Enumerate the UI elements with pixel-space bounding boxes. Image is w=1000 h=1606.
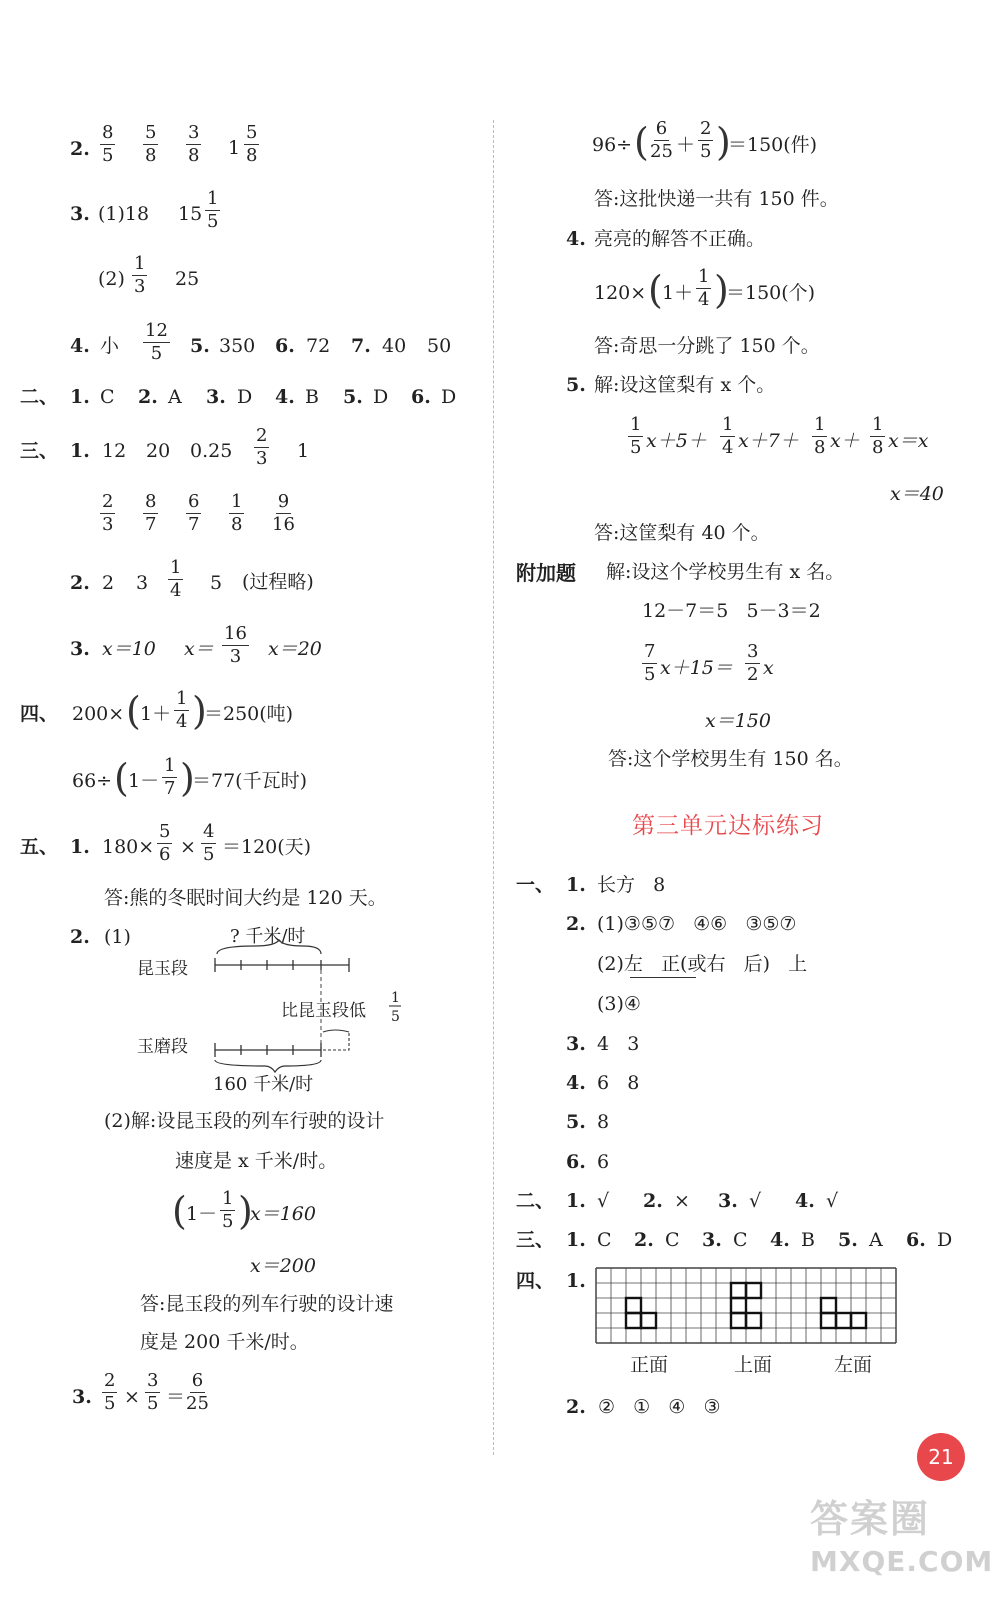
answer-text: 小 [100,335,120,357]
answer-text: 长方 8 [597,874,666,896]
top-view-cell [731,1298,746,1313]
paren: ) [192,689,207,733]
answer-sentence: 度是 200 千米/时。 [140,1331,309,1353]
equation-text: 200× [72,703,125,725]
watermark [810,1488,993,1578]
fraction: $\frac{1}{5}$ [207,188,219,232]
answer-text: ② ① ④ ③ [598,1396,721,1418]
answer-text: 6 8 [597,1072,640,1094]
answer-text: 8 [597,1111,610,1133]
paren: ) [238,1189,253,1233]
fraction: $\frac{7}{5}$ [644,641,656,685]
fraction: $\frac{1}{4}$ [170,557,182,601]
answer-text: 20 [146,440,171,462]
question-number: 3. [566,1033,586,1055]
answer-text: x＝20 [268,638,322,660]
paren: ( [648,268,663,312]
fraction: $\frac{3}{2}$ [747,641,759,685]
answer-sentence: 解:设这筐梨有 x 个。 [594,374,776,396]
equation-text: x＋ [830,430,860,452]
answer-text: x＝10 [102,638,156,660]
question-number: 2. [70,572,90,594]
answer-text: 350 [219,335,256,357]
question-number: 6. [411,386,431,408]
top-view-cell [746,1313,761,1328]
question-number: 4. [566,1072,586,1094]
answer-text: 4 3 [597,1033,640,1055]
answer-sentence: 答:昆玉段的列车行驶的设计速 [140,1293,394,1315]
answer-text: D [441,386,457,408]
question-number: 4. [275,386,295,408]
answer-sentence: 亮亮的解答不正确。 [594,228,766,250]
fraction: $\frac{2}{5}$ [104,1370,116,1414]
view-grid [595,1267,897,1349]
fraction: $\frac{1}{7}$ [164,755,176,799]
left-view-cell [821,1313,836,1328]
fraction: $\frac{9}{16}$ [272,491,295,535]
watermark-en: MXQE.COM [810,1545,994,1578]
equation-text: ＝150(件) [728,134,818,156]
equation-text: ＋ [676,134,696,156]
equation-text: × [180,836,196,858]
front-view-cell [626,1313,641,1328]
equation-text: 1＋ [140,703,172,725]
fraction: $\frac{8}{7}$ [145,491,157,535]
top-view-cell [746,1283,761,1298]
equation-text: x＋15＝ [660,657,733,679]
unit-title: 第三单元达标练习 [632,813,824,839]
fraction: $\frac{6}{7}$ [188,491,200,535]
question-number: 5. [566,1111,586,1133]
paren: ( [126,689,141,733]
answer-sentence: (2)解:设昆玉段的列车行驶的设计 [104,1110,385,1132]
equation-text: x [763,657,774,679]
question-number: 1. [566,874,586,896]
answer-text: 15 [178,203,203,225]
answer-text: 3 [136,572,149,594]
fraction: $\frac{4}{5}$ [203,821,215,865]
question-number: 2. [138,386,158,408]
question-number: 2. [566,913,586,935]
answer-text: (2) [98,268,125,290]
question-number: 1. [70,836,90,858]
fraction: $\frac{1}{8}$ [872,414,884,458]
equation-text: 66÷ [72,770,113,792]
question-number: 7. [351,335,371,357]
equation-text: 1－ [128,770,160,792]
equation-text: x＝160 [250,1203,316,1225]
answer-text: x＝ [184,638,214,660]
answer-text: (2)左 正(或右 后) 上 [597,953,808,975]
paren: ( [172,1189,187,1233]
section-label: 四、 [516,1270,555,1292]
fraction: $\frac{3}{5}$ [147,1370,159,1414]
answer-sentence: 答:这筐梨有 40 个。 [594,522,770,544]
fraction: $\frac{3}{8}$ [188,122,200,166]
answer-sentence: 答:熊的冬眠时间大约是 120 天。 [104,887,387,909]
fraction: $\frac{16}{3}$ [224,623,247,667]
answer-text: 40 [382,335,407,357]
answer-text: B [305,386,319,408]
watermark-cn: 答案圈 [810,1497,931,1541]
equation-text: x＋7＋ [738,430,799,452]
equation-text: ＝120(天) [222,836,312,858]
answer-text: √ [749,1190,762,1212]
equation-text: x＝x [888,430,929,452]
question-number: 3. [206,386,226,408]
equation-text: 1－ [186,1203,218,1225]
answer-text: 5 [210,572,223,594]
brace [215,1060,321,1072]
equation-text: 1＋ [662,282,694,304]
answer-text: D [237,386,253,408]
question-number: 1. [566,1229,586,1251]
answer-text: 12 [102,440,127,462]
paren: ) [714,268,729,312]
question-number: 1. [70,386,90,408]
diagram-bottom-label: 160 千米/时 [213,1074,314,1095]
question-number: 5. [566,374,586,396]
fraction: $\frac{1}{3}$ [134,253,146,297]
equation-text: x＝150 [705,710,771,732]
question-number: 2. [643,1190,663,1212]
question-number: 3. [72,1386,92,1408]
equation-text: × [124,1386,140,1408]
fraction: $\frac{8}{5}$ [102,122,114,166]
question-number: 2. [566,1396,586,1418]
left-view-cell [836,1313,851,1328]
question-number: 5. [838,1229,858,1251]
question-number: 6. [906,1229,926,1251]
missing-segment [323,1032,349,1050]
question-number: 5. [343,386,363,408]
answer-text: √ [826,1190,839,1212]
question-number: 2. [70,926,90,948]
equation-text: ＝ [166,1386,186,1408]
question-number: 1. [70,440,90,462]
top-view-cell [731,1283,746,1298]
fraction: $\frac{5}{8}$ [145,122,157,166]
bonus-label: 附加题 [516,561,576,585]
compare-frac-num: 1 [391,990,400,1006]
paren: ( [634,120,649,164]
fraction: $\frac{1}{8}$ [231,491,243,535]
answer-text: 50 [427,335,452,357]
answer-text: C [100,386,115,408]
column-divider [493,120,494,1455]
small-brace [323,1030,349,1032]
question-number: 1. [566,1270,586,1292]
equation-text: x＋5＋ [646,430,707,452]
fraction: $\frac{6}{25}$ [650,118,673,162]
answer-sentence: 答:这批快递一共有 150 件。 [594,188,839,210]
answer-text: D [373,386,389,408]
underline [630,977,696,978]
mixed-whole: 1 [228,137,241,159]
segment-diagram [135,920,475,1095]
answer-text: C [597,1229,612,1251]
view-label: 正面 [630,1354,669,1376]
question-number: 4. [566,228,586,250]
equation-text: 96÷ [592,134,633,156]
section-label: 三、 [516,1229,555,1251]
equation-text: x＝200 [250,1255,316,1277]
label-yumo: 玉磨段 [137,1037,188,1057]
equation-text: x＝40 [890,483,944,505]
answer-text: (1) [104,926,131,948]
fraction: $\frac{2}{5}$ [700,118,712,162]
fraction: $\frac{1}{4}$ [176,688,188,732]
answer-text: A [869,1229,883,1251]
answer-sentence: 速度是 x 千米/时。 [175,1150,338,1172]
section-label: 三、 [20,440,59,462]
question-number: 3. [70,638,90,660]
section-label: 五、 [20,836,59,858]
question-number: 3. [718,1190,738,1212]
answer-text: (3)④ [597,993,641,1015]
question-number: 6. [275,335,295,357]
question-number: 4. [770,1229,790,1251]
front-view-cell [626,1298,641,1313]
answer-text: C [733,1229,748,1251]
question-number: 3. [70,203,90,225]
equation-text: 120× [594,282,647,304]
fraction: $\frac{2}{3}$ [256,425,268,469]
compare-frac-den: 5 [391,1009,400,1025]
paren: ( [114,756,129,800]
left-view-cell [821,1298,836,1313]
question-number: 1. [566,1190,586,1212]
fraction: $\frac{12}{5}$ [145,320,168,364]
answer-text: 72 [306,335,331,357]
fraction: $\frac{1}{5}$ [630,414,642,458]
fraction: $\frac{6}{25}$ [186,1370,209,1414]
question-number: 2. [70,138,90,160]
answer-text: √ [597,1190,610,1212]
label-kunyu: 昆玉段 [137,959,188,979]
answer-note: (过程略) [242,571,314,593]
fraction: $\frac{1}{4}$ [698,266,710,310]
diagram-top-label: ? 千米/时 [230,926,306,947]
question-number: 4. [795,1190,815,1212]
fraction: $\frac{1}{5}$ [222,1188,234,1232]
left-view-cell [851,1313,866,1328]
answer-text: 0.25 [190,440,233,462]
equation-text: ＝150(个) [726,282,816,304]
answer-sentence: 答:奇思一分跳了 150 个。 [594,335,820,357]
fraction: $\frac{5}{6}$ [159,821,171,865]
question-number: 3. [702,1229,722,1251]
view-label: 上面 [734,1354,773,1376]
section-label: 一、 [516,874,555,896]
answer-sentence: 解:设这个学校男生有 x 名。 [606,561,845,583]
equation-text: ＝250(吨) [204,703,294,725]
question-number: 5. [190,335,210,357]
fraction: $\frac{5}{8}$ [246,122,258,166]
fraction: $\frac{1}{4}$ [722,414,734,458]
section-label: 二、 [516,1190,555,1212]
equation-text: 12－7＝5 5－3＝2 [642,600,821,622]
question-number: 6. [566,1151,586,1173]
answer-text: 6 [597,1151,610,1173]
answer-text: 25 [175,268,200,290]
fraction: $\frac{1}{8}$ [814,414,826,458]
front-view-cell [641,1313,656,1328]
question-number: 2. [634,1229,654,1251]
view-label: 左面 [834,1354,873,1376]
section-label: 二、 [20,386,59,408]
answer-text: C [665,1229,680,1251]
answer-text: (1)③⑤⑦ ④⑥ ③⑤⑦ [597,913,797,935]
answer-text: 1 [297,440,310,462]
answer-text: (1)18 [98,203,150,225]
page-number-badge: 21 [917,1433,965,1481]
answer-text: A [168,386,182,408]
paren: ) [180,756,195,800]
equation-text: ＝77(千瓦时) [192,770,308,792]
answer-sentence: 答:这个学校男生有 150 名。 [608,748,853,770]
equation-text: 180× [102,836,155,858]
fraction: $\frac{2}{3}$ [102,491,114,535]
top-view-cell [731,1313,746,1328]
answer-text: 2 [102,572,115,594]
answer-text: × [674,1190,690,1212]
section-label: 四、 [20,703,59,725]
question-number: 4. [70,335,90,357]
compare-label: 比昆玉段低 [281,1001,366,1021]
paren: ) [716,120,731,164]
answer-text: B [801,1229,815,1251]
answer-text: D [937,1229,953,1251]
